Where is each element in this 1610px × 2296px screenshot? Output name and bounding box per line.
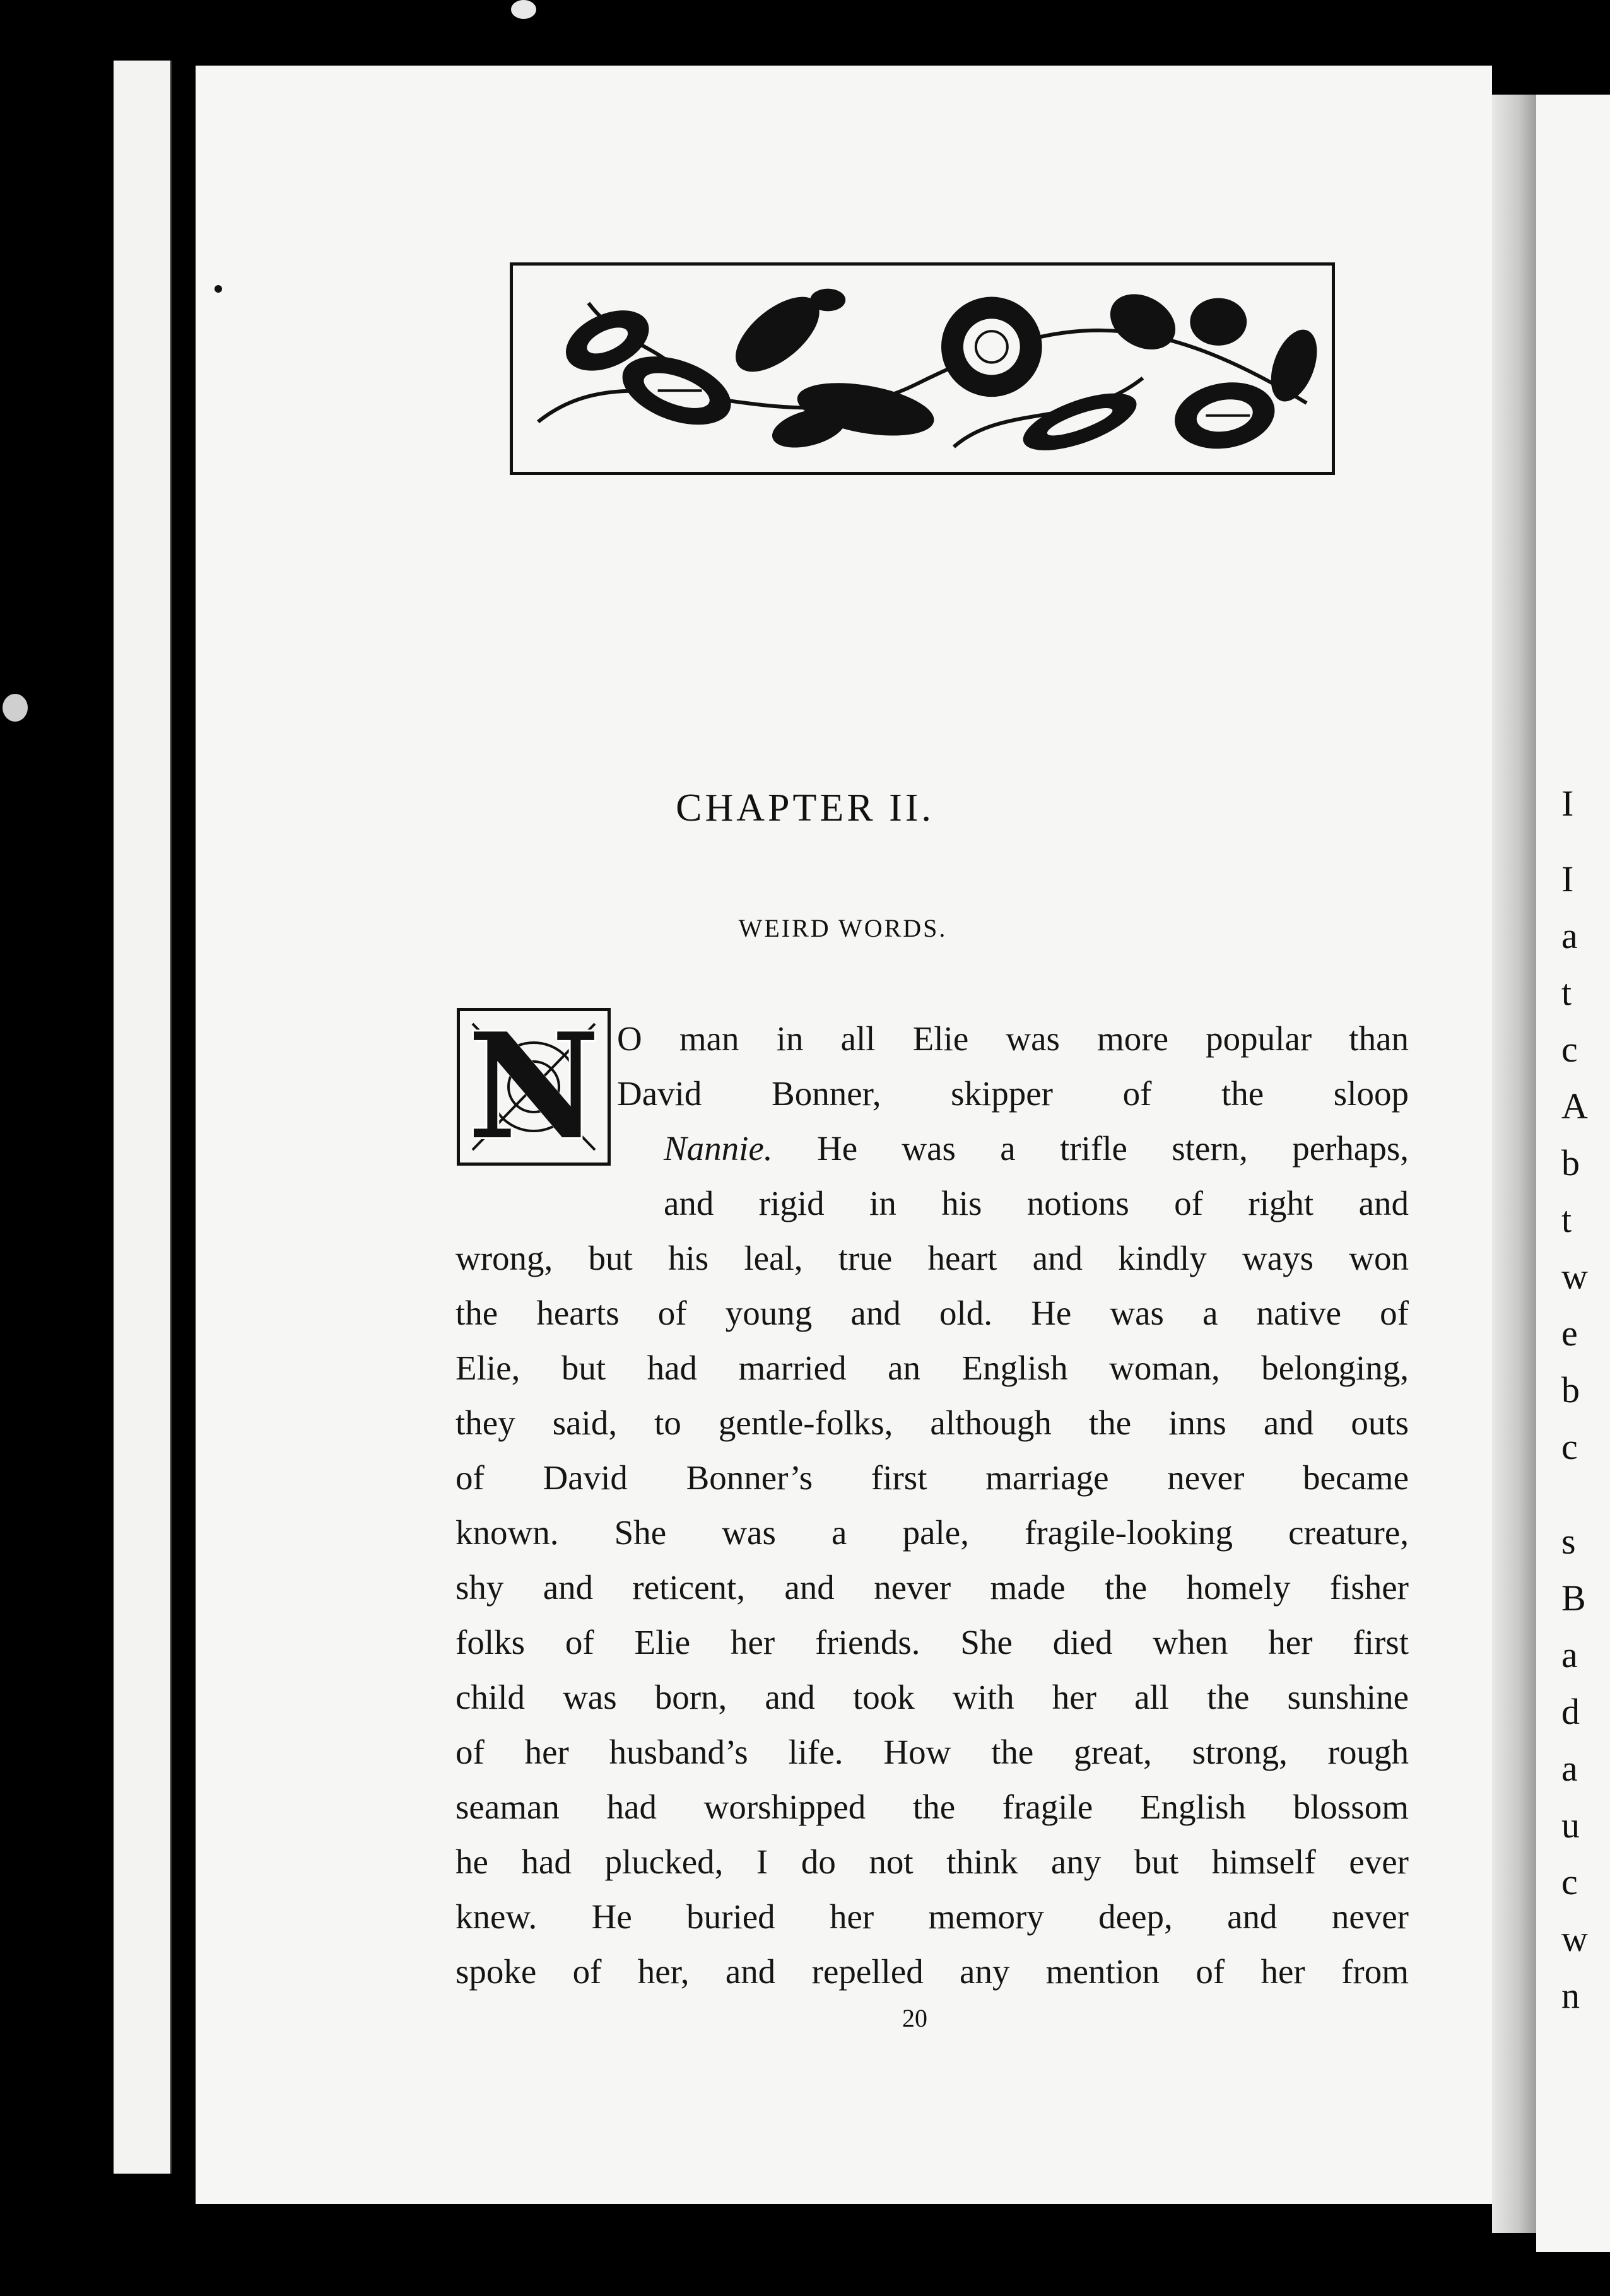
text-line: wrong, but his leal, true heart and kindly ways won bbox=[455, 1239, 1409, 1277]
ink-speck bbox=[214, 285, 222, 293]
opposite-fragment: d bbox=[1561, 1691, 1580, 1732]
opposite-fragment: e bbox=[1561, 1313, 1578, 1354]
text-line: the hearts of young and old. He was a native of bbox=[455, 1294, 1409, 1332]
opposite-fragment: a bbox=[1561, 1748, 1578, 1789]
opposite-fragment: a bbox=[1561, 1634, 1578, 1675]
text-line: known. She was a pale, fragile-looking creature, bbox=[455, 1513, 1409, 1552]
text-line-rest: He was a trifle stern, perhaps, bbox=[816, 1129, 1409, 1168]
floral-bee-ornament-icon bbox=[510, 262, 1335, 475]
text-line: folks of Elie her friends. She died when her first bbox=[455, 1623, 1409, 1661]
opposite-fragment: u bbox=[1561, 1805, 1580, 1846]
opposite-fragment: b bbox=[1561, 1369, 1580, 1410]
text-line: of her husband’s life. How the great, strong, rough bbox=[455, 1733, 1409, 1771]
opposite-fragment: w bbox=[1561, 1918, 1588, 1959]
scan-speck bbox=[511, 0, 536, 19]
opposite-fragment: I bbox=[1561, 783, 1574, 824]
opposite-fragment: b bbox=[1561, 1142, 1580, 1183]
text-line: of David Bonner’s first marriage never became bbox=[455, 1458, 1409, 1497]
chapter-subtitle: WEIRD WORDS. bbox=[738, 914, 948, 942]
opposite-fragment: w bbox=[1561, 1256, 1588, 1297]
opposite-fragment: B bbox=[1561, 1578, 1586, 1619]
text-line: David Bonner, skipper of the sloop bbox=[617, 1074, 1409, 1113]
chapter-title: CHAPTER II. bbox=[676, 787, 934, 829]
dropcap-letter: N bbox=[467, 1002, 601, 1172]
opposite-page bbox=[1536, 95, 1610, 2252]
opposite-fragment: c bbox=[1561, 1861, 1578, 1902]
opposite-fragment: c bbox=[1561, 1426, 1578, 1467]
opposite-fragment: A bbox=[1561, 1086, 1588, 1127]
opposite-fragment: s bbox=[1561, 1521, 1576, 1562]
page-gutter bbox=[1492, 95, 1536, 2233]
opposite-fragment: t bbox=[1561, 1199, 1572, 1240]
page-number: 20 bbox=[902, 2004, 927, 2032]
scan-speck bbox=[3, 694, 28, 722]
text-line: seaman had worshipped the fragile English blossom bbox=[455, 1788, 1409, 1826]
text-line: they said, to gentle-folks, although the inns and outs bbox=[455, 1403, 1409, 1442]
text-line: knew. He buried her memory deep, and never bbox=[455, 1897, 1409, 1936]
text-line: he had plucked, I do not think any but himself ever bbox=[455, 1842, 1409, 1881]
opposite-fragment: n bbox=[1561, 1975, 1580, 2016]
text-line: and rigid in his notions of right and bbox=[664, 1184, 1409, 1222]
opposite-fragment: c bbox=[1561, 1029, 1578, 1070]
dropcap-box bbox=[457, 1002, 611, 1172]
opposite-fragment: t bbox=[1561, 972, 1572, 1013]
opposite-fragment: I bbox=[1561, 858, 1574, 899]
text-line: shy and reticent, and never made the homely fisher bbox=[455, 1568, 1409, 1607]
text-line: child was born, and took with her all the sunshine bbox=[455, 1678, 1409, 1716]
ship-name: Nannie. bbox=[664, 1129, 773, 1168]
text-line: Elie, but had married an English woman, belonging, bbox=[455, 1349, 1409, 1387]
opposite-fragment: a bbox=[1561, 915, 1578, 956]
text-line-italic-start bbox=[664, 1122, 1409, 1175]
page-edges bbox=[114, 61, 208, 2174]
text-line: spoke of her, and repelled any mention of her from bbox=[455, 1952, 1409, 1991]
text-line: O man in all Elie was more popular than bbox=[617, 1019, 1409, 1058]
